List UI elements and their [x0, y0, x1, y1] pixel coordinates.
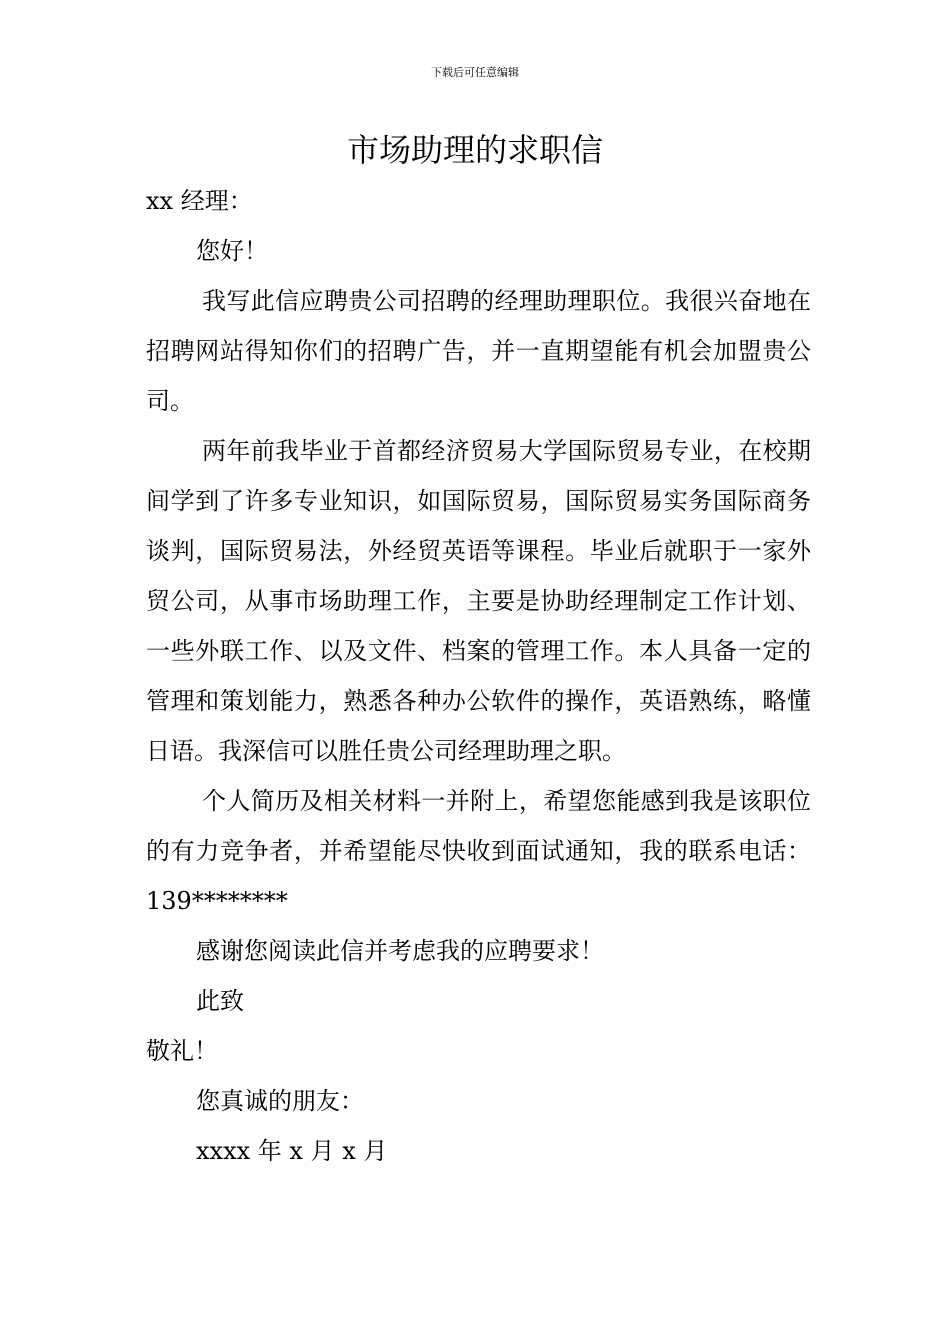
letter-body — [146, 176, 811, 1176]
signature: 您真诚的朋友： — [196, 1087, 364, 1115]
paragraph-background: 两年前我毕业于首都经济贸易大学国际贸易专业，在校期间学到了许多专业知识，如国际贸易，国际贸易实务国际商务谈判，国际贸易法，外经贸英语等课程。毕业后就职于一家外贸公司，从事市场助理工作，主要是协助经理制定工作计划、一些外联工作、以及文件、档案的管理工作。本人具备一定的管理和策划能力，熟悉各种办公软件的操作，英语熟练，略懂日语。我深信可以胜任贵公司经理助理之职。 — [146, 437, 811, 765]
paragraph-contact: 个人简历及相关材料一并附上，希望您能感到我是该职位的有力竞争者，并希望能尽快收到面试通知，我的联系电话：139******** — [146, 787, 811, 915]
date-line: xxxx 年 x 月 x 月 — [196, 1137, 388, 1165]
salutation: xx 经理： — [146, 187, 253, 215]
thanks-line: 感谢您阅读此信并考虑我的应聘要求！ — [196, 937, 604, 965]
paragraph-application: 我写此信应聘贵公司招聘的经理助理职位。我很兴奋地在招聘网站得知你们的招聘广告，并一直期望能有机会加盟贵公司。 — [146, 287, 811, 415]
header-note: 下载后可任意编辑 — [431, 66, 519, 79]
greeting: 您好！ — [196, 237, 268, 265]
page-title: 市场助理的求职信 — [346, 131, 603, 169]
closing-line-1: 此致 — [196, 987, 244, 1015]
closing-line-2: 敬礼！ — [146, 1037, 218, 1065]
